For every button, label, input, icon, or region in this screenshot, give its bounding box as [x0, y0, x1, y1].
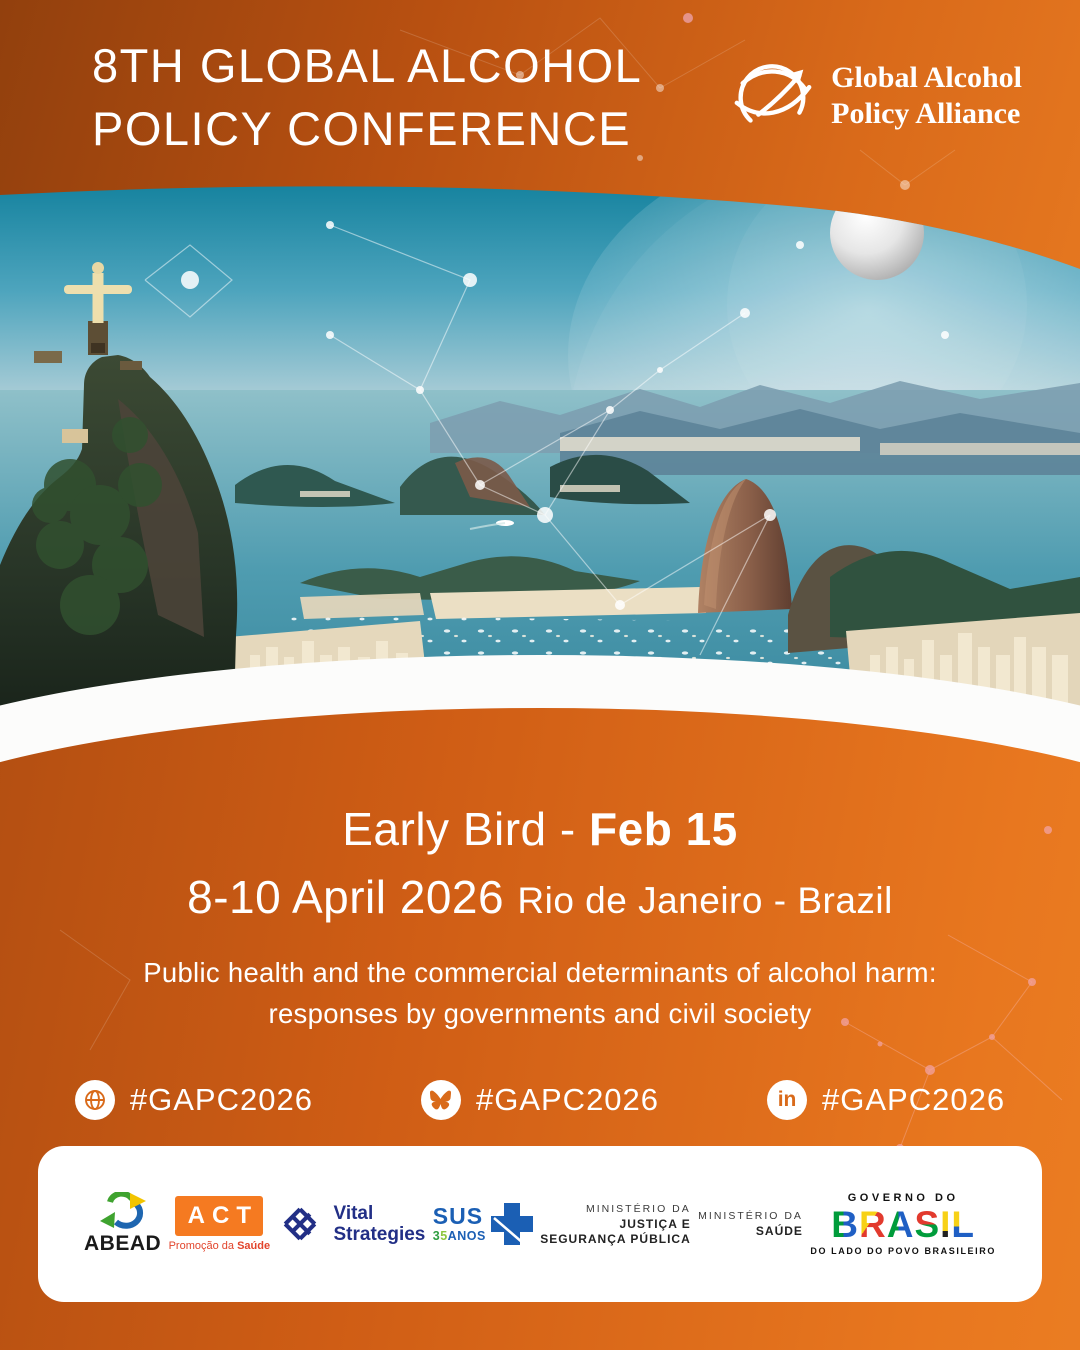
event-location: Rio de Janeiro - Brazil [517, 880, 893, 921]
sus-label: SUS [432, 1203, 484, 1230]
sponsor-ministerio-justica: MINISTÉRIO DA JUSTIÇA E SEGURANÇA PÚBLICA [540, 1202, 691, 1246]
title-line-1: 8TH GLOBAL ALCOHOL [92, 39, 643, 92]
sponsor-abead [84, 1192, 161, 1256]
hashtag-text: #GAPC2026 [475, 1082, 660, 1117]
brasil-slogan: DO LADO DO POVO BRASILEIRO [810, 1245, 996, 1256]
date-location-line [0, 870, 1080, 924]
sponsor-ministerio-saude: MINISTÉRIO DA SAÚDE [698, 1210, 803, 1238]
hashtag-bluesky [421, 1080, 659, 1120]
moon [830, 186, 924, 280]
gapa-name-line-1: Global Alcohol [831, 61, 1022, 94]
sponsor-vital-strategies [277, 1201, 425, 1247]
abead-logo-icon [96, 1192, 150, 1230]
event-date-range: 8-10 April 2026 [187, 871, 505, 923]
gapa-globe-icon [729, 52, 817, 140]
butterfly-icon [421, 1080, 461, 1120]
vital-strategies-icon [277, 1201, 323, 1247]
conference-title [92, 34, 642, 160]
social-hashtags [0, 1080, 1080, 1120]
early-bird-line [0, 802, 1080, 856]
brasil-wordmark: B R A S I L [831, 1203, 976, 1245]
gapa-logo-text [831, 60, 1022, 132]
sponsor-governo-brasil [810, 1193, 996, 1256]
tagline-line-1: Public health and the commercial determinants of alcohol harm: [143, 957, 937, 988]
act-logo-box [175, 1196, 263, 1236]
title-line-2: POLICY CONFERENCE [92, 102, 632, 155]
sponsor-sus [433, 1203, 533, 1245]
linkedin-icon: in [767, 1080, 807, 1120]
early-bird-date: Feb 15 [589, 803, 738, 855]
governo-do-label: GOVERNO DO [847, 1191, 959, 1204]
conference-tagline [0, 952, 1080, 1034]
globe-icon [75, 1080, 115, 1120]
abead-label: ABEAD [84, 1232, 162, 1255]
gapa-name-line-2: Policy Alliance [831, 97, 1021, 130]
gapa-logo [729, 52, 1022, 140]
act-subtitle: Promoção da Saúde [168, 1240, 271, 1252]
sponsor-footer [38, 1146, 1042, 1302]
hashtag-linkedin [767, 1080, 1005, 1120]
hashtag-text: #GAPC2026 [129, 1082, 313, 1117]
event-details [0, 788, 1080, 1120]
hashtag-text: #GAPC2026 [822, 1082, 1006, 1117]
tagline-line-2: responses by governments and civil society [268, 998, 812, 1029]
sus-cross-icon [491, 1203, 533, 1245]
sponsor-act [169, 1196, 271, 1252]
sus-anniversary: 35ANOS [432, 1229, 486, 1244]
early-bird-label: Early Bird - [342, 803, 590, 855]
act-label: ACT [187, 1202, 258, 1229]
hashtag-web [75, 1080, 313, 1120]
distant-city [560, 437, 860, 451]
vital-strategies-label: Vital Strategies [333, 1203, 426, 1245]
